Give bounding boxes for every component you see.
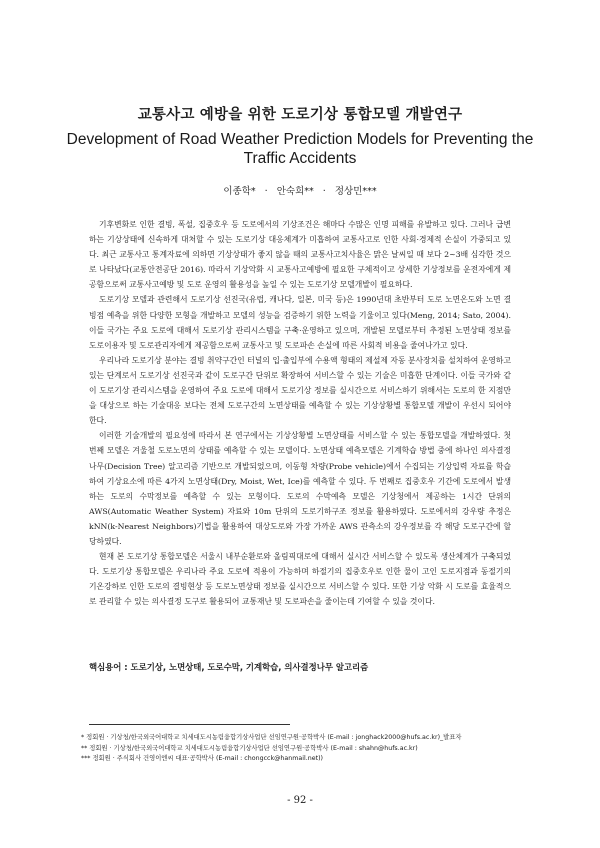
keywords-line: 핵심용어 : 도로기상, 노면상태, 도로수막, 기계학습, 의사결정나무 알고리즘 [89,662,369,672]
footnotes [81,733,531,765]
footnote-item: *** 정회원 · 주식회사 건영이엔씨 대표·공학박사 (E-mail : chongcck@hanmail.net)) [81,755,324,762]
author-separator: · [264,186,268,197]
author-list [0,183,600,197]
abstract-body [89,217,511,609]
page-number: - 92 - [287,795,313,806]
author-separator: · [322,186,326,197]
footnote-item: ** 정회원 · 기상청/한국외국어대학교 치세대도시농림융합기상사업단 선임연구원·공학박사 (E-mail : shahn@hufs.ac.kr) [81,744,418,752]
body-paragraph: 기후변화로 인한 결빙, 폭설, 집중호우 등 도로에서의 기상조건은 해마다 수많은 인명 피해를 유발하고 있다. 그러나 급변하는 기상상태에 신속하게 대처할 수 있는 도로기상 대응체계가 미흡하여 교통사고로 인한 사회·경제적 손실이 가중되고 있다. 최근 교통사고 통계자료에 의하면 기상상태가 좋지 않을 때의 교통사고치사율은 맑은 날씨일 때 보다 2~3배 심각한 것으로 나타났다(교통안전공단 2016). 따라서 기상악화 시 교통사고예방에 필요한 구체적이고 상세한 기상정보를 운전자에게 제공함으로써 교통사고예방 및 도로 운영의 활용성을 높일 수 있는 도로기상 모델개발이 필요하다. [89,220,511,290]
author-name: 이종학* [223,186,256,197]
footnote-item: * 정회원 · 기상청/한국외국어대학교 치세대도시농림융합기상사업단 선임연구원·공학박사 (E-mail : jonghack2000@hufs.ac.kr)_발표자 [81,734,462,741]
body-paragraph: 우리나라 도로기상 분야는 결빙 취약구간인 터널의 입·출입부에 수용액 형태의 제설제 자동 분사장치를 설치하여 운영하고 있는 단계로서 도로기상 선진국과 같이 도로구간 단위로 확장하여 서비스할 수 있는 기술은 미흡한 단계이다. 이들 국가와 같이 도로기상 관리시스템을 운영하여 주요 도로에 대해서 도로기상 정보를 실시간으로 서비스하기 위해서는 도로의 한 지점만을 대상으로 하는 기술대응 보다는 전체 도로구간의 노면상태를 예측할 수 있는 기상상황별 통합모델 개발이 우선시 되어야 한다. [89,355,511,426]
body-paragraph: 이러한 기술개발의 필요성에 따라서 본 연구에서는 기상상황별 노면상태를 서비스할 수 있는 통합모델을 개발하였다. 첫 번째 모델은 겨울철 도로노면의 상태를 예측할 수 있는 모델이다. 노면상태 예측모델은 기계학습 방법 중에 하나인 의사결정나무(Decision Tree) 알고리즘 기반으로 개발되었으며, 이동형 차량(Probe vehicle)에서 수집되는 기상입력 자료를 학습하여 기상요소에 따른 4가지 노면상태(Dry, Moist, Wet, Ice)를 예측할 수 있다. 두 번째로 집중호우 기간에 도로에서 발생하는 도로의 수막정보를 예측할 수 있는 모형이다. 도로의 수막예측 모델은 기상청에서 제공하는 1시간 단위의 AWS(Automatic Weather System) 자료와 10m 단위의 도로기하구조 정보를 활용하였다. 도로에서의 강우량 추정은 kNN(k-Nearest Neighbors)기법을 활용하여 대상도로와 가장 가까운 AWS 관측소의 강우정보를 각 해당 도로구간에 할당하였다. [89,431,511,546]
author-name: 정상민*** [334,186,377,197]
paper-title-korean: 교통사고 예방을 위한 도로기상 통합모델 개발연구 [137,107,463,123]
body-paragraph: 현재 본 도로기상 통합모델은 서울시 내부순환로와 올림픽대로에 대해서 실시간 서비스할 수 있도록 생산체계가 구축되었다. 도로기상 통합모델은 우리나라 주요 도로에 적용이 가능하며 하절기의 집중호우로 인한 물이 고인 도로지점과 동절기의 기온강하로 인한 도로의 결빙현상 등 도로노면상태 정보를 실시간으로 서비스할 수 있다. 또한 기상 악화 시 도로를 효율적으로 관리할 수 있는 의사결정 도구로 활용되어 교통재난 및 도로파손을 줄이는데 기여할 수 있을 것이다. [89,552,511,607]
author-name: 안숙희** [276,186,314,197]
body-paragraph: 도로기상 모델과 관련해서 도로기상 선진국(유럽, 캐나다, 일본, 미국 등)은 1990년대 초반부터 도로 노면온도와 노면 결빙점 예측을 위한 다양한 모형을 개발하고 모델의 성능을 검증하기 위한 노력을 기울이고 있다(Meng, 2014; Sato, 2004). 이들 국가는 주요 도로에 대해서 도로기상 관리시스템을 구축·운영하고 있으며, 개발된 모델로부터 추정된 노면상태 정보를 도로이용자 및 도로관리자에게 제공함으로써 교통사고 및 도로파손 손실에 따른 사회적 비용을 줄여나가고 있다. [89,295,511,350]
footnote-divider [89,724,290,725]
paper-title-english: Development of Road Weather Prediction Models for Preventing the Traffic Accidents [66,131,534,167]
